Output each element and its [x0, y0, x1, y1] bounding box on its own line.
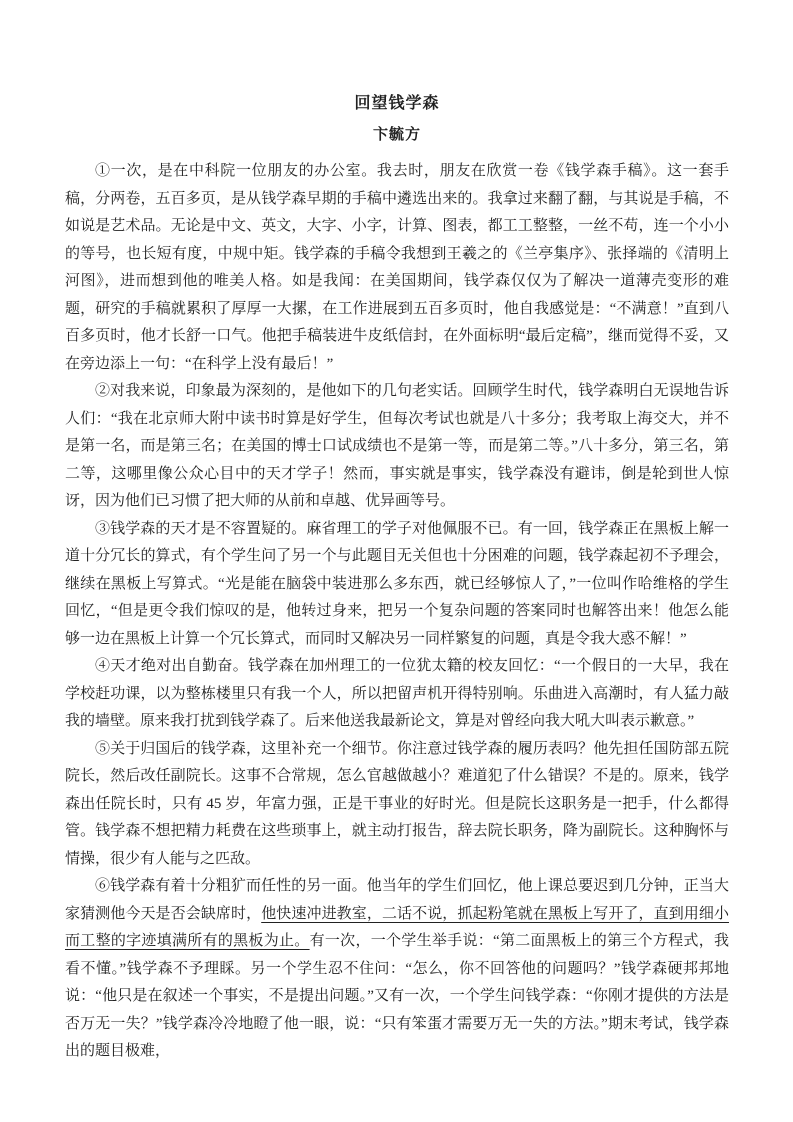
document-title: 回望钱学森	[354, 95, 440, 112]
underlined-text-segment: 他快速冲进教室，二话不说，抓起粉笔就在黑板上写开了，直到用细小而工整的字迹填满所有的黑板为止。	[65, 905, 729, 949]
paragraph	[65, 516, 729, 654]
text-segment: ⑤关于归国后的钱学森，这里补充一个细节。你注意过钱学森的履历表吗？他先担任国防部五院院长，然后改任副院长。这事不合常规，怎么官越做越小？难道犯了什么错误？不是的。原来，钱学森出任院长时，只有 45 岁，年富力强，正是干事业的好时光。但是院长这职务是一把手，什么都得管。钱学森不想把精力耗费在这些琐事上，就主动打报告，辞去院长职务，降为副院长。这种胸怀与情操，很少有人能与之匹敌。	[65, 740, 729, 867]
text-segment: ③钱学森的天才是不容置疑的。麻省理工的学子对他佩服不已。有一回，钱学森正在黑板上解一道十分冗长的算式，有个学生问了另一个与此题目无关但也十分困难的问题，钱学森起初不予理会，继续在黑板上写算式。“光是能在脑袋中装进那么多东西，就已经够惊人了，”一位叫作哈维格的学生回忆，“但是更令我们惊叹的是，他转过身来，把另一个复杂问题的答案同时也解答出来！他怎么能够一边在黑板上计算一个冗长算式，而同时又解决另一同样繁复的问题，真是令我大惑不解！”	[65, 520, 729, 647]
paragraph	[65, 378, 729, 516]
paragraph	[65, 653, 729, 736]
paragraph	[65, 736, 729, 874]
text-segment: ①一次，是在中科院一位朋友的办公室。我去时，朋友在欣赏一卷《钱学森手稿》。这一套手稿，分两卷，五百多页，是从钱学森早期的手稿中遴选出来的。我拿过来翻了翻，与其说是手稿，不如说是艺术品。无论是中文、英文，大字、小字，计算、图表，都工工整整，一丝不苟，连一个小小的等号，也长短有度，中规中矩。钱学森的手稿令我想到王羲之的《兰亭集序》、张择端的《清明上河图》，进而想到他的唯美人格。如是我闻：在美国期间，钱学森仅仅为了解决一道薄壳变形的难题，研究的手稿就累积了厚厚一大摞，在工作进展到五百多页时，他自我感觉是：“不满意！”直到八百多页时，他才长舒一口气。他把手稿装进牛皮纸信封，在外面标明“最后定稿”，继而觉得不妥，又在旁边添上一句：“在科学上没有最后！”	[65, 163, 729, 372]
paragraph	[65, 873, 729, 1066]
paragraph	[65, 158, 729, 378]
text-segment: 有一次，一个学生举手说：“第二面黑板上的第三个方程式，我看不懂。”钱学森不予理睬。另一个学生忍不住问：“怎么，你不回答他的问题吗？”钱学森硬邦邦地说：“他只是在叙述一个事实，不是提出问题。”又有一次，一个学生问钱学森：“你刚才提供的方法是否万无一失？”钱学森冷冷地瞪了他一眼，说：“只有笨蛋才需要万无一失的方法。”期末考试，钱学森出的题目极难，	[65, 933, 729, 1059]
text-segment: ②对我来说，印象最为深刻的，是他如下的几句老实话。回顾学生时代，钱学森明白无误地告诉人们：“我在北京师大附中读书时算是好学生，但每次考试也就是八十多分；我考取上海交大，并不是第一名，而是第三名；在美国的博士口试成绩也不是第一等，而是第二等。”八十多分，第三名，第二等，这哪里像公众心目中的天才学子！然而，事实就是事实，钱学森没有避讳，倒是轮到世人惊讶，因为他们已习惯了把大师的从前和卓越、优异画等号。	[65, 383, 729, 509]
text-segment: ⑥钱学森有着十分粗犷而任性的另一面。他当年的学生们回忆，他上课总要迟到几分钟，正当大家猜测他今天是否会缺席时，	[65, 878, 729, 922]
document-author: 卞毓方	[372, 127, 421, 143]
document-body	[65, 158, 729, 1066]
text-segment: ④天才绝对出自勤奋。钱学森在加州理工的一位犹太籍的校友回忆：“一个假日的一大早，我在学校赶功课，以为整栋楼里只有我一个人，所以把留声机开得特别响。乐曲进入高潮时，有人猛力敲我的墙壁。原来我打扰到钱学森了。后来他送我最新论文，算是对曾经向我大吼大叫表示歉意。”	[65, 658, 729, 729]
